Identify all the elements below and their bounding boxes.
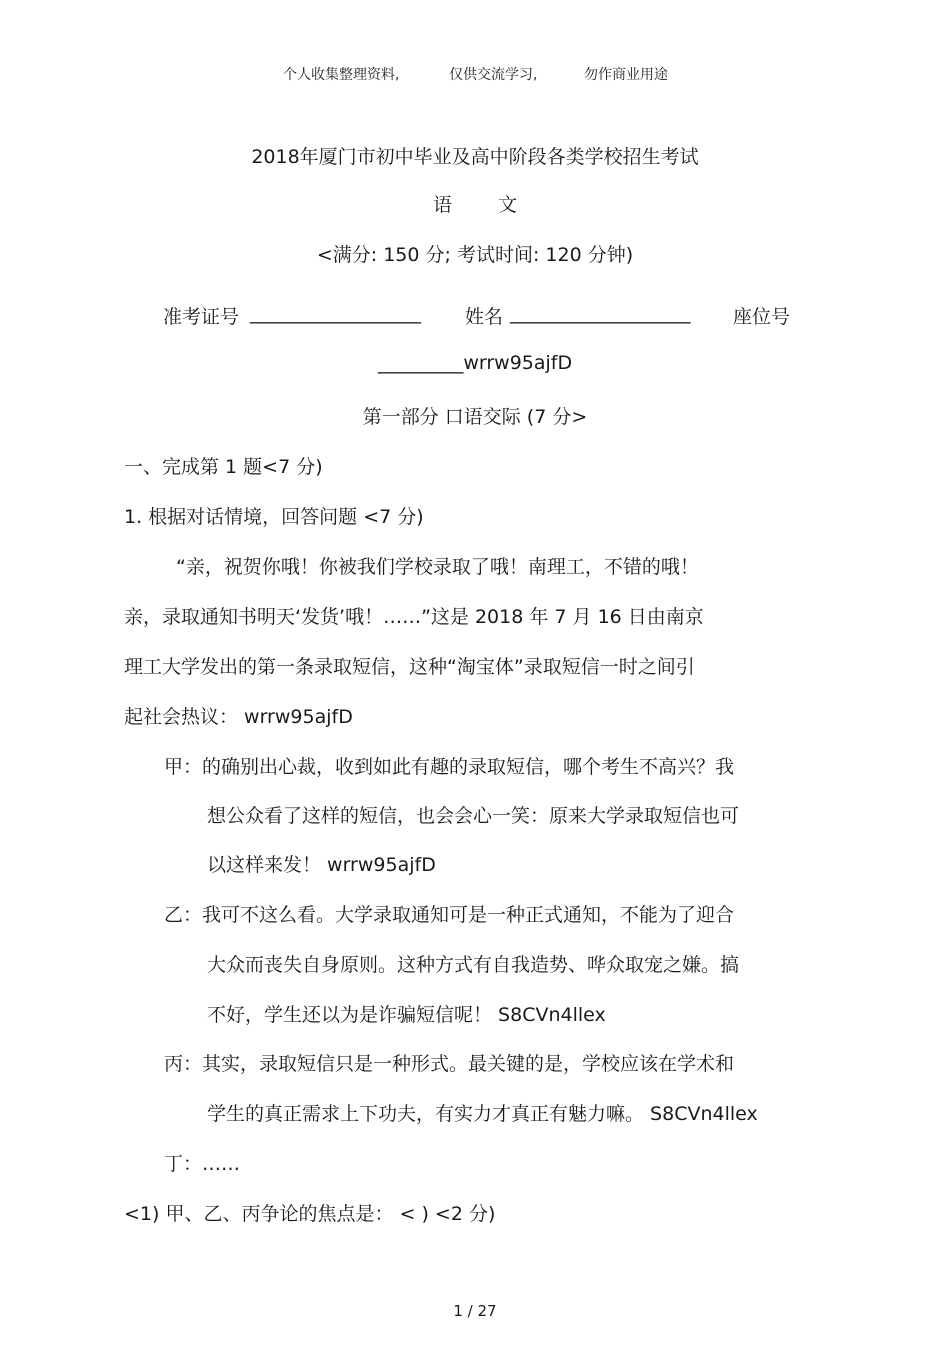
exam-title: 2018年厦门市初中毕业及高中阶段各类学校招生考试 — [251, 146, 699, 168]
page-number: 1 / 27 — [453, 1302, 497, 1320]
header-note-3: 勿作商业用途 — [584, 67, 668, 83]
sub-question-1: <1) 甲、乙、丙争论的焦点是： < ) <2 分) — [124, 1203, 496, 1225]
header-note-2: 仅供交流学习, — [449, 67, 538, 83]
candidate-id-label: 准考证号 — [163, 306, 240, 328]
name-label: 姓名 — [465, 306, 504, 328]
seat-blank-line: _________wrrw95ajfD — [377, 352, 573, 374]
dialog-yi-line-3: 不好，学生还以为是诈骗短信呢！ S8CVn4llex — [207, 1004, 606, 1026]
passage-line-1: “亲，祝贺你哦！你被我们学校录取了哦！南理工，不错的哦！ — [176, 556, 699, 578]
name-blank: ___________________ — [510, 302, 691, 324]
header-note-1: 个人收集整理资料, — [283, 67, 400, 83]
exam-subject: 语 文 — [432, 194, 518, 216]
dialog-jia-line-2: 想公众看了这样的短信，也会会心一笑：原来大学录取短信也可 — [207, 805, 740, 827]
part-heading: 第一部分 口语交际 (7 分> — [362, 406, 588, 428]
candidate-id-blank: __________________ — [250, 302, 421, 324]
seat-label: 座位号 — [733, 306, 791, 328]
dialog-yi-line-1: 乙：我可不这么看。大学录取通知可是一种正式通知，不能为了迎合 — [164, 904, 735, 926]
dialog-bing-line-2: 学生的真正需求上下功夫，有实力才真正有魅力嘛。 S8CVn4llex — [207, 1103, 758, 1125]
passage-line-3: 理工大学发出的第一条录取短信，这种“淘宝体”录取短信一时之间引 — [124, 656, 695, 678]
dialog-bing-line-1: 丙：其实，录取短信只是一种形式。最关键的是，学校应该在学术和 — [164, 1053, 735, 1075]
dialog-jia-line-1: 甲：的确别出心裁，收到如此有趣的录取短信，哪个考生不高兴？我 — [164, 756, 735, 778]
section-heading: 一、完成第 1 题<7 分) — [124, 456, 323, 478]
question-1: 1. 根据对话情境，回答问题 <7 分) — [124, 506, 424, 528]
passage-line-4: 起社会热议： wrrw95ajfD — [124, 706, 353, 728]
dialog-yi-line-2: 大众而丧失自身原则。这种方式有自我造势、哗众取宠之嫌。搞 — [207, 954, 740, 976]
dialog-ding-line: 丁：…… — [164, 1153, 241, 1175]
passage-line-2: 亲，录取通知书明天‘发货’哦！……”这是 2018 年 7 月 16 日由南京 — [124, 606, 704, 628]
dialog-jia-line-3: 以这样来发！ wrrw95ajfD — [207, 854, 436, 876]
exam-info: <满分: 150 分; 考试时间: 120 分钟) — [316, 244, 634, 266]
